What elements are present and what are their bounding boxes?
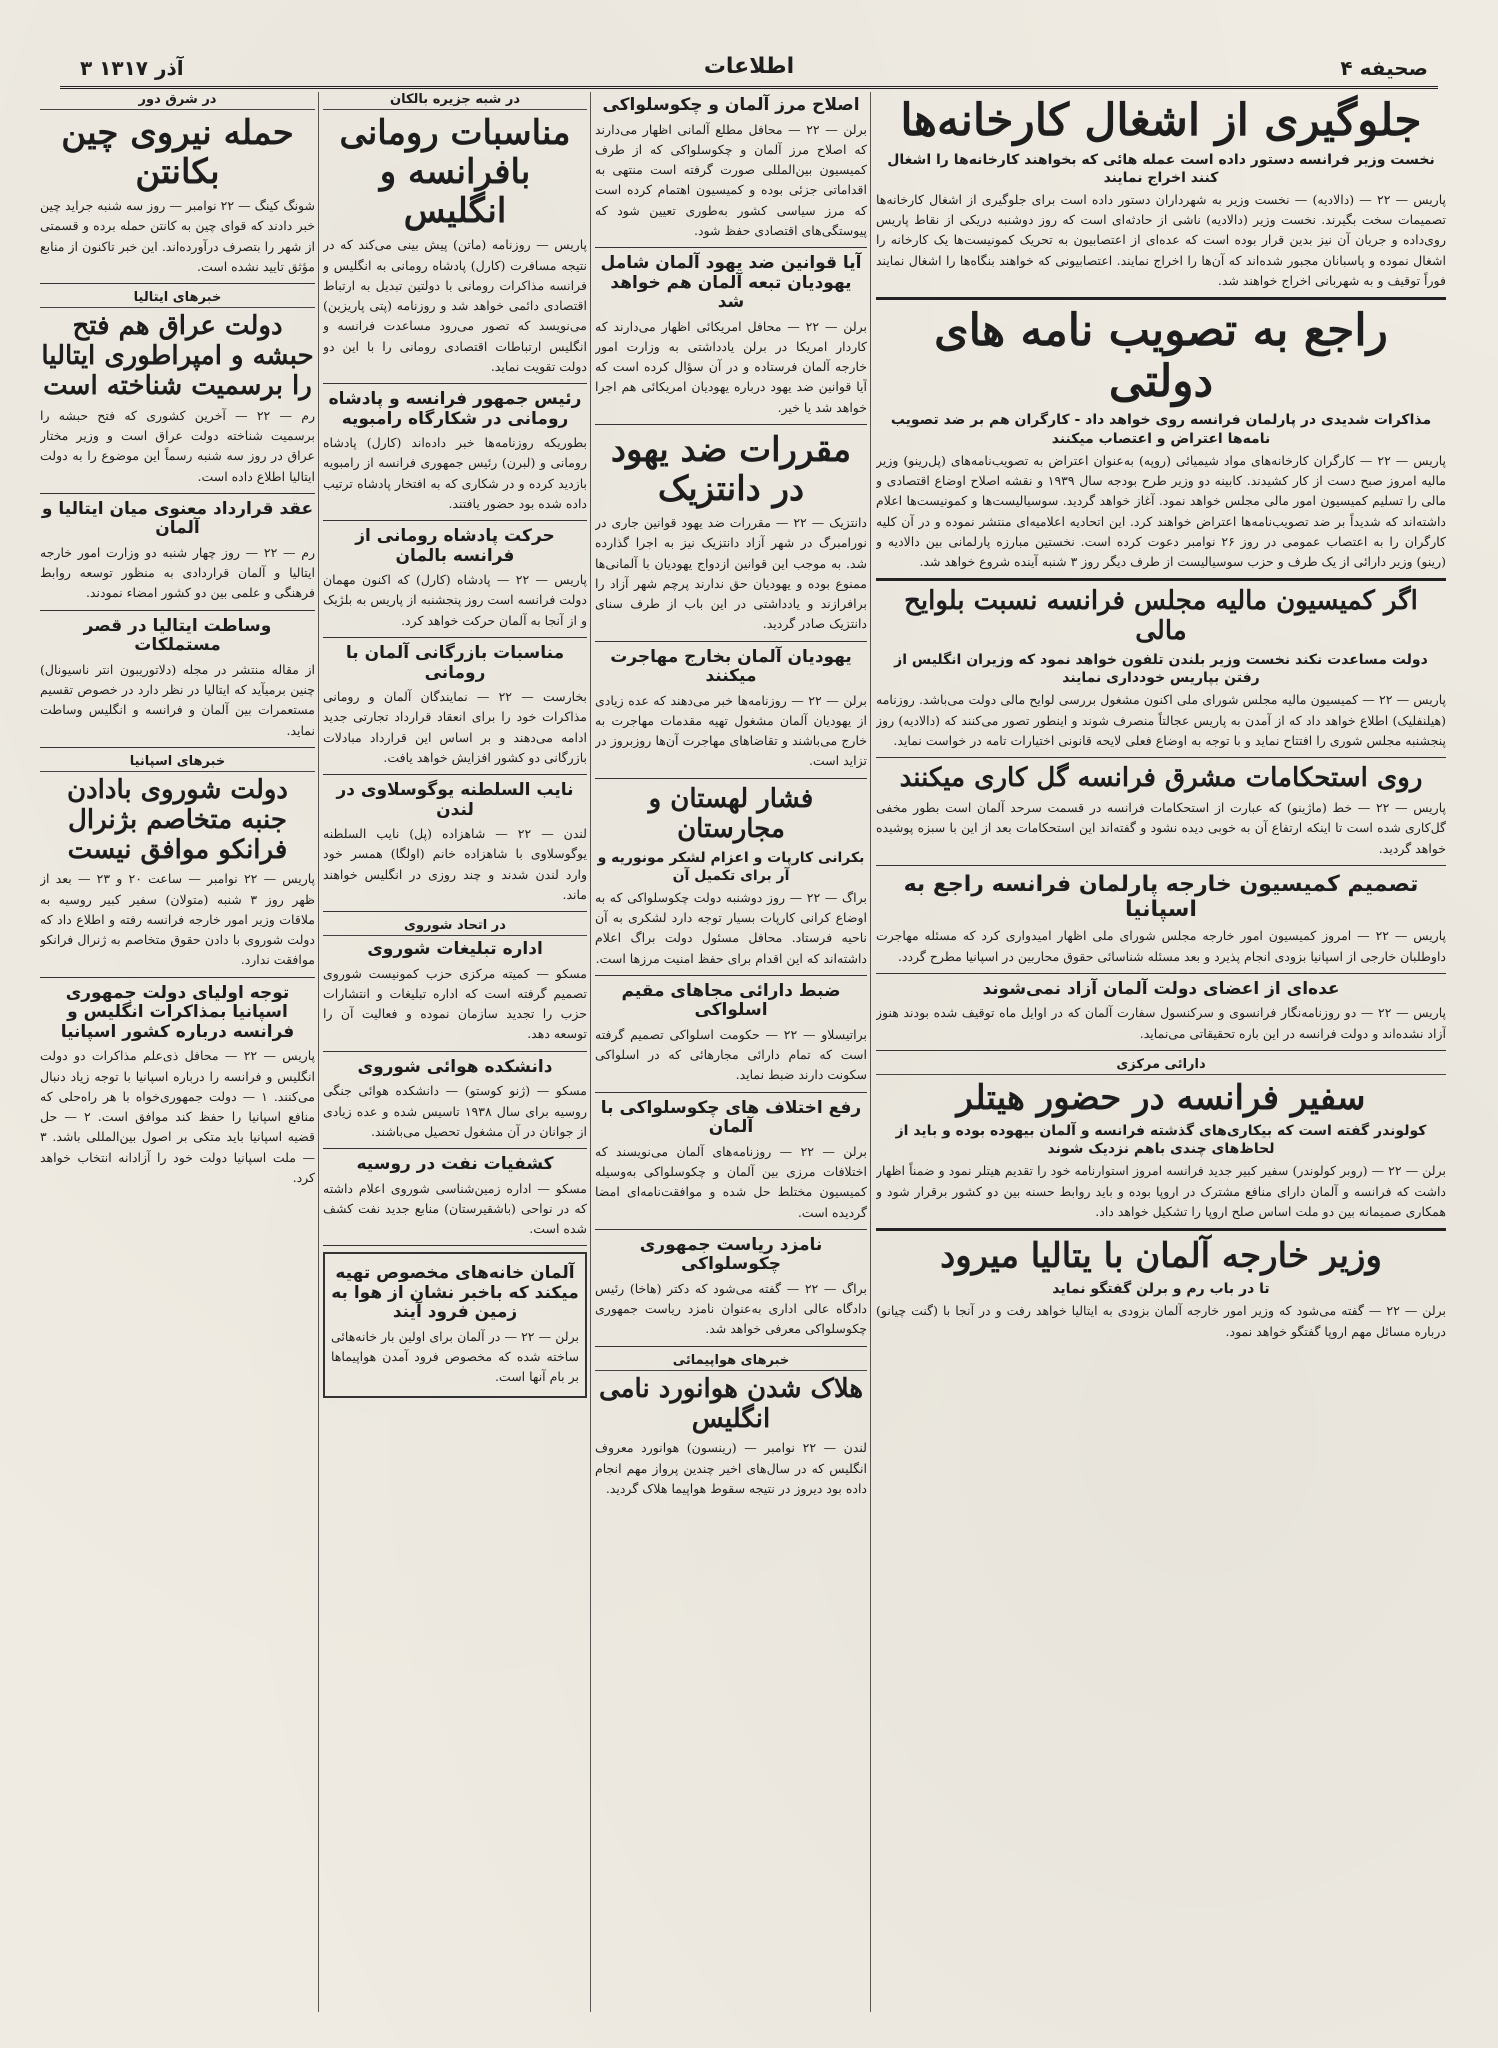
article-colonies-mediation [40, 617, 315, 741]
article-emigration [595, 648, 867, 772]
article-body: رم — ۲۲ — آخرین کشوری که فتح حبشه را برسمیت شناخته دولت عراق است و وزیر مختار عراق در روز سه شنبه رسماً این موضوع را به دولت ایتالیا اطلاع داده است. [40, 407, 315, 484]
article-finance-commission [876, 587, 1446, 751]
article-trade-relations [323, 644, 587, 768]
article-fortifications [876, 764, 1446, 859]
article-body: پاریس — ۲۲ — (دالادیه) — نخست وزیر به شهرداران دستور داده است برای جلوگیری از اشغال کارخانه‌ها تصمیمات سخت بگیرند. نخست وزیر (دالادیه) ناشی از حادثه‌ای است که روز دوشنبه دریکی از نقاط پاریس روی‌داده و جریان آن نیز بدین قرار بوده است که عده‌ای از اعتصابیون به تحریک کمونیست‌ها یک کارخانه را اشغال نموده و پاسبانان مجبور شده‌اند که آن‌ها را اخراج نمایند. اعتصابیونی که خواهند بنگاه‌ها را اشغال نمایند فوراً توقیف و به شهربانی اخراج خواهند شد. [876, 191, 1446, 288]
issue-date: ۳ آذر ۱۳۱۷ [80, 56, 184, 80]
article-body: پاریس — ۲۲ — خط (ماژینو) که عبارت از استحکامات فرانسه در قسمت سرحد آلمان است بطور مخفی گل‌کاری شده است تا اینکه ارتفاع آن به خوبی دیده نشود و گفته‌اند این استحکامات بعد از این با سبزه پوشیده خواهد گردید. [876, 800, 1446, 856]
article-body: برلن — ۲۲ — روزنامه‌های آلمان می‌نویسند که اختلافات مرزی بین آلمان و چکوسلواکی به‌وسیله کمیسیون مختلط حل شده و موافقت‌نامه‌ای امضا گردیده است. [595, 1143, 867, 1220]
section-kicker: در شرق دور [40, 92, 315, 110]
article-body: برلن — ۲۲ — (روبر کولوندر) سفیر کبیر جدید فرانسه امروز استوارنامه خود را تقدیم هیتلر نمود و ضمناً اظهار داشت که فرانسه و آلمان دارای منافع مشترک در اروپا بوده و باید روابط حسنه بین دو کشور برقرار شود و همکاری صمیمانه بین دو ملت اساس صلح اروپا را تشکیل خواهد داد. [876, 1163, 1446, 1219]
divider [595, 247, 867, 248]
article-presidential-candidate [595, 1236, 867, 1340]
headline: آلمان خانه‌های مخصوص تهیه میکند که باخبر نشان از هوا به زمین فرود آیند [331, 1263, 579, 1323]
column-rule [318, 92, 319, 2012]
column-1 [876, 92, 1446, 2012]
divider [323, 520, 587, 521]
article-body: براگ — ۲۲ — روز دوشنبه دولت چکوسلواکی که به اوضاع کرانی کارپات بسیار توجه دارد لشکری به آن ناحیه فرستاد. محافل مسئول دولت براگ اعلام داشته‌اند که این اقدام برای حفظ امنیت مرزها است. [595, 889, 867, 966]
divider [876, 865, 1446, 866]
headline: روی استحکامات مشرق فرانسه گل کاری میکنند [899, 763, 1423, 794]
article-soviet-propaganda [323, 918, 587, 1045]
article-body: پاریس — ۲۲ — پادشاه (کارل) که اکنون مهمان دولت فرانسه است روز پنجشنبه از پاریس به بلژیک و از آنجا به آلمان حرکت خواهد کرد. [323, 572, 587, 628]
divider [595, 424, 867, 425]
headline: اگر کمیسیون مالیه مجلس فرانسه نسبت بلوایح مالی [904, 586, 1418, 647]
divider [595, 1092, 867, 1093]
section-kicker: دارائی مرکزی [876, 1057, 1446, 1075]
divider [595, 975, 867, 976]
article-body: براگ — ۲۲ — گفته می‌شود که دکتر (هاخا) رئیس دادگاه عالی اداری به‌عنوان نامزد ریاست جمهوری چکوسلواکی معرفی خواهد شد. [595, 1280, 867, 1337]
article-king-departure [323, 527, 587, 631]
headline: عده‌ای از اعضای دولت آلمان آزاد نمی‌شوند [982, 978, 1340, 999]
article-hunting-rambouillet [323, 390, 587, 514]
article-body: پاریس — ۲۲ — امروز کمیسیون امور خارجه مجلس شورای ملی اظهار امیدواری کرد که مسئله مهاجرت داوطلبان خارجی از اسپانیا بزودی انجام پذیرد و بعد مسئله شناسائی حقوق محاربین در اسپانیا مطرح گردد. [876, 928, 1446, 964]
article-body: لندن — ۲۲ نوامبر — (رینسون) هوانورد معروف انگلیس که در سال‌های اخیر چندین پرواز مهم انجام داده بود دیروز در نتیجه سقوط هواپیما هلاک گردید. [595, 1440, 867, 1496]
article-factory-occupation [876, 96, 1446, 291]
divider [40, 610, 315, 611]
article-body: برلن — ۲۲ — محافل مطلع آلمانی اظهار می‌دارند که اصلاح مرز آلمان و چکوسلواکی که از طرف کمیسیون بین‌المللی صورت گرفته است منتهی به اقداماتی جزئی بوده و کمیسیون اهتمام کرده است که مرز سیاسی کشور به‌طوری تعیین شود که پیوستگی‌های اقتصادی حفظ شود. [595, 121, 867, 238]
article-dispute-resolution [595, 1099, 867, 1223]
headline: نامزد ریاست جمهوری چکوسلواکی [639, 1234, 823, 1275]
article-ambassador-hitler [876, 1057, 1446, 1222]
headline: یهودیان آلمان بخارج مهاجرت میکنند [610, 646, 852, 687]
subheadline: بکرانی کارپات و اعزام لشکر مونوریه و آر برای تکمیل آن [597, 849, 865, 884]
headline: اداره تبلیغات شوروی [367, 939, 543, 960]
divider [876, 297, 1446, 300]
article-regent-london [323, 781, 587, 905]
article-body: برلن — ۲۲ — روزنامه‌ها خبر می‌دهند که عده زیادی از یهودیان آلمان مشغول تهیه مقدمات مهاجرت به خارج می‌باشند و تقاضاهای مهاجرت آن‌ها روزبروز در تزاید است. [595, 692, 867, 769]
headline: ضبط دارائی مجاهای مقیم اسلواکی [621, 980, 841, 1021]
article-body: پاریس — ۲۲ — محافل ذی‌علم مذاکرات دو دولت انگلیس و فرانسه را درباره اسپانیا با توجه زیاد دنبال می‌کنند. ۱ — دولت جمهوری‌خواه با هر راه‌حلی که منافع اسپانیا را حفظ کند موافق است. ۲ — حل قضیه اسپانیا باید متکی بر اصول بین‌المللی باشد. ۳ — ملت اسپانیا دولت خود را آزادانه انتخاب خواهد کرد. [40, 1048, 315, 1185]
article-spain-commission [876, 872, 1446, 967]
divider [876, 757, 1446, 758]
divider [323, 774, 587, 775]
article-cultural-agreement [40, 500, 315, 604]
subheadline: تا در باب رم و برلن گفتگو نماید [1052, 1281, 1270, 1298]
headline: وساطت ایتالیا در قصر مستملکات [83, 615, 272, 656]
divider [876, 578, 1446, 581]
headline: مقررات ضد یهود در دانتزیک [610, 429, 852, 510]
article-body: مسکو — (ژنو کوستو) — دانشکده هوائی جنگی روسیه برای سال ۱۹۳۸ تاسیس شده و عده زیادی از جوانان در آن مشغول تحصیل می‌باشند. [323, 1083, 587, 1139]
article-body: مسکو — اداره زمین‌شناسی شوروی اعلام داشته که در نواحی (باشقیرستان) منابع جدید نفت کشف شده است. [323, 1180, 587, 1237]
divider [876, 973, 1446, 974]
article-body: مسکو — کمیته مرکزی حزب کمونیست شوروی تصمیم گرفته است که اداره تبلیغات و انتشارات حزب را تجدید سازمان نموده و فعالیت آن را توسعه دهد. [323, 965, 587, 1042]
section-kicker: خبرهای اسپانیا [40, 754, 315, 772]
article-body: پاریس — ۲۲ — کمیسیون مالیه مجلس شورای ملی اکنون مشغول بررسی لوایح مالی دولت می‌باشد. روزنامه (هیلنفلیک) اطلاع خواهد داد که از آمدن به پاریس عجالتاً منصرف شوند و اینطور تصور می‌کنند که (دالادیه) روز پنجشنبه مجلس شوری را افتتاح نماید و با توجه به اوضاع فعلی لایحه قانونی اختیارات تامه در خواست نماید. [876, 692, 1446, 748]
headline: هلاک شدن هوانورد نامی انگلیس [598, 1373, 864, 1434]
headline: رفع اختلاف های چکوسلواکی با آلمان [600, 1097, 862, 1138]
article-antijewish-laws [595, 254, 867, 418]
article-canton-attack [40, 92, 315, 277]
article-german-officials [876, 980, 1446, 1044]
headline: حرکت پادشاه رومانی از فرانسه بالمان [355, 526, 555, 566]
article-body: بطوریکه روزنامه‌ها خبر داده‌اند (کارل) پادشاه رومانی و (لبرن) رئیس جمهوری فرانسه از رامبویه بازدید کرده و در شکاری که به افتخار پادشاه ترتیب داده شده بود حضور یافتند. [323, 435, 587, 511]
article-soviet-franco [40, 754, 315, 971]
column-3 [323, 92, 587, 2012]
divider [40, 977, 315, 978]
headline: مناسبات بازرگانی آلمان با رومانی [345, 642, 565, 683]
page-label: صحیفه ۴ [1340, 56, 1428, 80]
article-aviator-death [595, 1353, 867, 1500]
divider [595, 778, 867, 779]
headline: نایب السلطنه یوگوسلاوی در لندن [336, 780, 574, 820]
article-special-houses [323, 1252, 587, 1397]
headline: آیا قوانین ضد یهود آلمان شامل یهودیان تبعه آلمان هم خواهد شد [600, 253, 862, 313]
subheadline: کولوندر گفته است که بیکاری‌های گذشته فرانسه و آلمان بیهوده بوده و باید از لحاظ‌های چندی باهم نزدیک شوند [895, 1123, 1427, 1158]
headline: حمله نیروی چین بکانتن [61, 113, 294, 193]
headline: سفیر فرانسه در حضور هیتلر [956, 1077, 1366, 1118]
article-body: پاریس — روزنامه (ماتن) پیش بینی می‌کند که در نتیجه مسافرت (کارل) پادشاه رومانی به انگلیس و فرانسه مذاکرات رومانی با دولتین تبدیل به ارتباط اقتصادی دائمی خواهد شد و روزنامه (پتی پاریزین) می‌نویسد که تصور می‌رود مساعدت فرانسه و انگلیس ارتباطات اقتصادی رومانی را با این دو دولت تقویت نماید. [323, 237, 587, 374]
headline: جلوگیری از اشغال کارخانه‌ها [900, 95, 1422, 146]
divider [323, 1051, 587, 1052]
headline: توجه اولیای دولت جمهوری اسپانیا بمذاکرات انگلیس و فرانسه درباره کشور اسپانیا [60, 982, 295, 1042]
subheadline: دولت مساعدت نکند نخست وزیر بلندن تلفون خواهد نمود که وزیران انگلیس از رفتن بپاریس خودداری نمایند [894, 652, 1428, 687]
article-body: از مقاله منتشر در مجله (دلاتوریبون انتر ناسیونال) چنین برمیآید که ایتالیا در نظر دارد در خصوص تقسیم مستعمرات بین آلمان و فرانسه و انگلیس وساطت نماید. [40, 661, 315, 738]
divider [323, 911, 587, 912]
section-kicker: خبرهای ایتالیا [40, 290, 315, 308]
headline: کشفیات نفت در روسیه [356, 1154, 554, 1174]
headline: دولت عراق هم فتح حبشه و امپراطوری ایتالیا را برسمیت شناخته است [41, 311, 314, 401]
article-danzig [595, 431, 867, 635]
divider [323, 383, 587, 384]
article-slovakia-property [595, 982, 867, 1086]
divider [40, 283, 315, 284]
headline: فشار لهستان و مجارستان [648, 783, 814, 844]
article-body: برلن — ۲۲ — گفته می‌شود که وزیر امور خارجه آلمان بزودی به ایتالیا خواهد رفت و در آنجا با (گنت چیانو) درباره مسائل مهم اروپا گفتگو خواهد نمود. [876, 1303, 1446, 1339]
divider [595, 641, 867, 642]
section-kicker: در اتحاد شوروی [323, 918, 587, 936]
subheadline: نخست وزیر فرانسه دستور داده است عمله هائی که بخواهند کارخانه‌ها را اشغال کنند اخراج نمایند [887, 151, 1435, 186]
headline: وزیر خارجه آلمان با یتالیا میرود [940, 1236, 1382, 1277]
headline: مناسبات رومانی بافرانسه و انگلیس [339, 113, 571, 232]
article-oil-discovery [323, 1155, 587, 1239]
article-body: رم — ۲۲ — روز چهار شنبه دو وزارت امور خارجه ایتالیا و آلمان قراردادی به منظور توسعه روابط فرهنگی و علمی بین دو کشور امضاء نمودند. [40, 544, 315, 601]
article-body: لندن — ۲۲ — شاهزاده (پل) نایب السلطنه یوگوسلاوی با شاهزاده خانم (اولگا) همسر خود وارد لندن شدند و چند روزی در انگلیس خواهند ماند. [323, 826, 587, 902]
paper-name: اطلاعات [703, 54, 795, 79]
divider [876, 1228, 1446, 1231]
article-body: شونگ کینگ — ۲۲ نوامبر — روز سه شنبه جراید چین خبر دادند که قوای چین به کانتن حمله برده و قسمتی از شهر را بتصرف درآورده‌اند. این خبر تاکنون از منابع مؤثق تایید نشده است. [40, 198, 315, 274]
article-air-academy [323, 1058, 587, 1142]
article-body: پاریس — ۲۲ — کارگران کارخانه‌های مواد شیمیائی (روپه) به‌عنوان اعتراض به تصویب‌نامه‌های (پل‌رینو) وزیر مالیه امروز صبح دست از کار کشیدند. کابینه دو وزیر طرح بودجه سال ۱۹۳۹ و نقشه اصلاح اوضاع اقتصادی و مالی را تسلیم کمیسیون امور مالی مجلس خواهد نمود. آغاز خواهد گردید. سوسیالیست‌ها و کمونیست‌ها اعلام داشته‌اند که شدیداً بر ضد تصویب‌نامه‌ها اعتراض خواهند کرد. این اتحادیه اعلامیه‌ای منتشر نموده و در آن کلیه کارگران را به اعتصاب عمومی در روز ۲۶ نوامبر دعوت کرده است. نخستین مبارزه پارلمانی بین دالادیه و (رینو) وزیر دارائی از یک طرف و حزب سوسیالیست از طرف دیگر روز ۳ شنبه آینده شروع خواهد شد. [876, 452, 1446, 570]
article-spain-republic [40, 984, 315, 1188]
headline: تصمیم کمیسیون خارجه پارلمان فرانسه راجع به اسپانیا [903, 871, 1419, 923]
article-iraq-recognition [40, 290, 315, 487]
subheadline: مذاکرات شدیدی در پارلمان فرانسه روی خواهد داد - کارگران هم بر ضد تصویب نامه‌ها اعتراض و اعتصاب میکنند [890, 412, 1432, 447]
article-body: پاریس — ۲۲ نوامبر — ساعت ۲۰ و ۲۳ — بعد از ظهر روز ۳ شنبه (متولان) سفیر کبیر روسیه به ملاقات وزیر امور خارجه فرانسه رفته و اطلاع داد که دولت شوروی با دادن حقوق متخاصم به ژنرال فرانکو موافقت ندارد. [40, 871, 315, 968]
article-decrees [876, 306, 1446, 572]
article-body: براتیسلاو — ۲۲ — حکومت اسلواکی تصمیم گرفته است که تمام دارائی مجارهائی که در اسلواکی سکونت دارند ضبط نماید. [595, 1026, 867, 1083]
article-body: دانتزیک — ۲۲ — مقررات ضد یهود قوانین جاری در نورامبرگ در شهر آزاد دانتزیک نیز به اجرا گذارده شد. به موجب این قوانین ازدواج یهودیان با آلمانی‌ها ممنوع بوده و یهودیان حق ندارند پرچم شهر آزاد را برافرازند و یادداشتی در این باب از طرف سنای دانتزیک صادر گردید. [595, 515, 867, 632]
headline: اصلاح مرز آلمان و چکوسلواکی [602, 95, 860, 115]
divider [323, 1245, 587, 1246]
divider [323, 1148, 587, 1149]
article-body: پاریس — ۲۲ — دو روزنامه‌نگار فرانسوی و سرکنسول سفارت آلمان که در اوایل ماه توقیف شده بودند هنوز آزاد نشده‌اند و دولت فرانسه در این باره تحقیقاتی می‌نماید. [876, 1005, 1446, 1041]
divider [595, 1229, 867, 1230]
article-border-correction [595, 96, 867, 241]
divider [323, 637, 587, 638]
headline: راجع به تصویب نامه های دولتی [934, 305, 1388, 407]
divider [595, 1346, 867, 1347]
divider [40, 493, 315, 494]
article-body: برلن — ۲۲ — در آلمان برای اولین بار خانه‌هائی ساخته شده که مخصوص فرود آمدن هواپیماها بر بام آنها است. [331, 1328, 579, 1385]
section-kicker: در شبه جزیره بالکان [323, 92, 587, 110]
headline: عقد قرارداد معنوی میان ایتالیا و آلمان [41, 498, 314, 539]
article-body: برلن — ۲۲ — محافل امریکائی اظهار می‌دارند که کاردار امریکا در برلن یادداشتی به وزارت امور خارجه آلمان فرستاده و در آن سؤال کرده است که آیا قوانین ضد یهود درباره یهودیان امریکائی هم اجرا خواهد شد یا خیر. [595, 318, 867, 415]
divider [40, 747, 315, 748]
column-2 [595, 92, 867, 2012]
article-poland-hungary [595, 785, 867, 969]
article-body: بخارست — ۲۲ — نمایندگان آلمان و رومانی مذاکرات خود را برای انعقاد قرارداد تجارتی جدید ادامه می‌دهند و بر اساس این قرارداد مبادلات بازرگانی دو کشور افزایش خواهد یافت. [323, 689, 587, 765]
masthead [60, 52, 1438, 89]
section-kicker: خبرهای هواپیمائی [595, 1353, 867, 1371]
column-rule [870, 92, 871, 2012]
column-4 [40, 92, 315, 2012]
article-romania-relations [323, 92, 587, 377]
divider [876, 1050, 1446, 1051]
column-rule [590, 92, 591, 2012]
article-german-minister-italy [876, 1237, 1446, 1342]
headline: رئیس جمهور فرانسه و پادشاه رومانی در شکارگاه رامبویه [328, 389, 582, 429]
headline: دانشکده هوائی شوروی [357, 1056, 553, 1077]
headline: دولت شوروی بادادن جنبه متخاصم بژنرال فرانکو موافق نیست [67, 774, 288, 865]
